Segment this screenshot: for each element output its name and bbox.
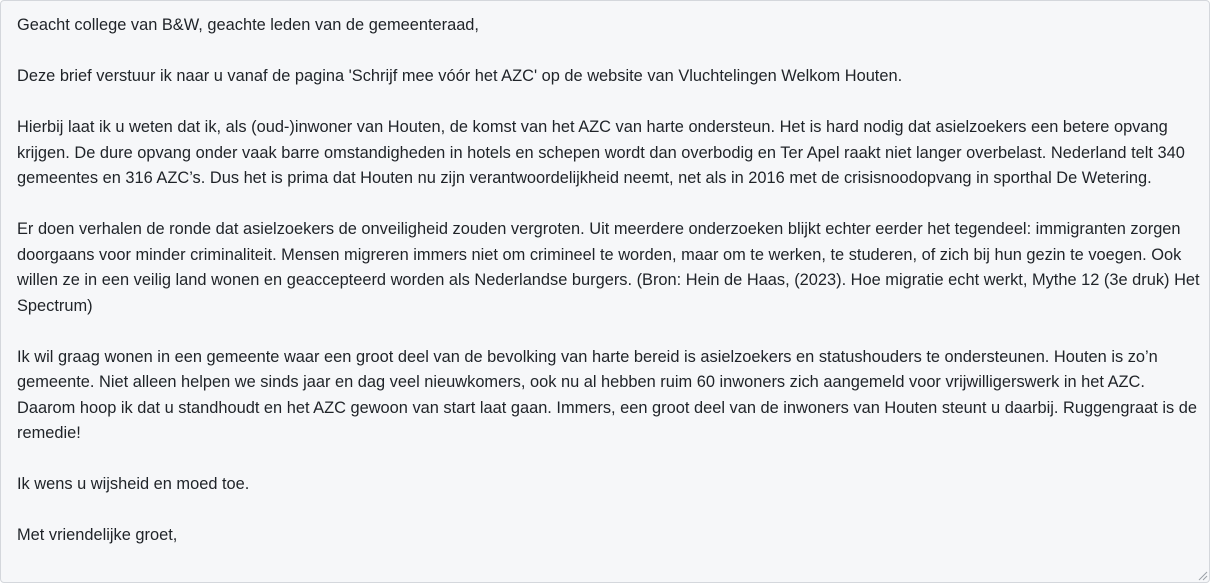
letter-paragraph-wishes: Ik wens u wijsheid en moed toe. bbox=[17, 475, 250, 493]
resize-grip-icon[interactable] bbox=[1196, 569, 1208, 581]
letter-paragraph-safety: Er doen verhalen de ronde dat asielzoekers de onveiligheid zouden vergroten. Uit meerdere onderzoeken blijkt echter eerder het tegendeel: immigranten zorgen doorgaans voor minder criminaliteit. Mensen migreren immers niet om crimineel te worden, maar om te werken, te studeren, of zich bij hun gezin te voegen. Ook willen ze in een veilig land wonen en geaccepteerd worden als Nederlandse burgers. (Bron: Hein de Haas, (2023). Hoe migratie echt werkt, Mythe 12 (3e druk) Het Spectrum) bbox=[17, 220, 1200, 315]
letter-salutation: Geacht college van B&W, geachte leden van de gemeenteraad, bbox=[17, 16, 479, 34]
letter-paragraph-community: Ik wil graag wonen in een gemeente waar een groot deel van de bevolking van harte bereid is asielzoekers en statushouders te ondersteunen. Houten is zo’n gemeente. Niet alleen helpen we sinds jaar en dag veel nieuwkomers, ook nu al hebben ruim 60 inwoners zich aangemeld voor vrijwilligerswerk in het AZC. Daarom hoop ik dat u standhoudt en het AZC gewoon van start laat gaan. Immers, een groot deel van de inwoners van Houten steunt u daarbij. Ruggengraat is de remedie! bbox=[17, 347, 1197, 442]
letter-closing: Met vriendelijke groet, bbox=[17, 526, 178, 544]
letter-paragraph-intro: Deze brief verstuur ik naar u vanaf de pagina 'Schrijf mee vóór het AZC' op de website van Vluchtelingen Welkom Houten. bbox=[17, 67, 903, 85]
letter-paragraph-support: Hierbij laat ik u weten dat ik, als (oud-)inwoner van Houten, de komst van het AZC van harte ondersteun. Het is hard nodig dat asielzoekers een betere opvang krijgen. De dure opvang onder vaak barre omstandigheden in hotels en schepen wordt dan overbodig en Ter Apel raakt niet langer overbelast. Nederland telt 340 gemeentes en 316 AZC’s. Dus het is prima dat Houten nu zijn verantwoordelijkheid neemt, net als in 2016 met de crisisnoodopvang in sporthal De Wetering. bbox=[17, 118, 1185, 187]
